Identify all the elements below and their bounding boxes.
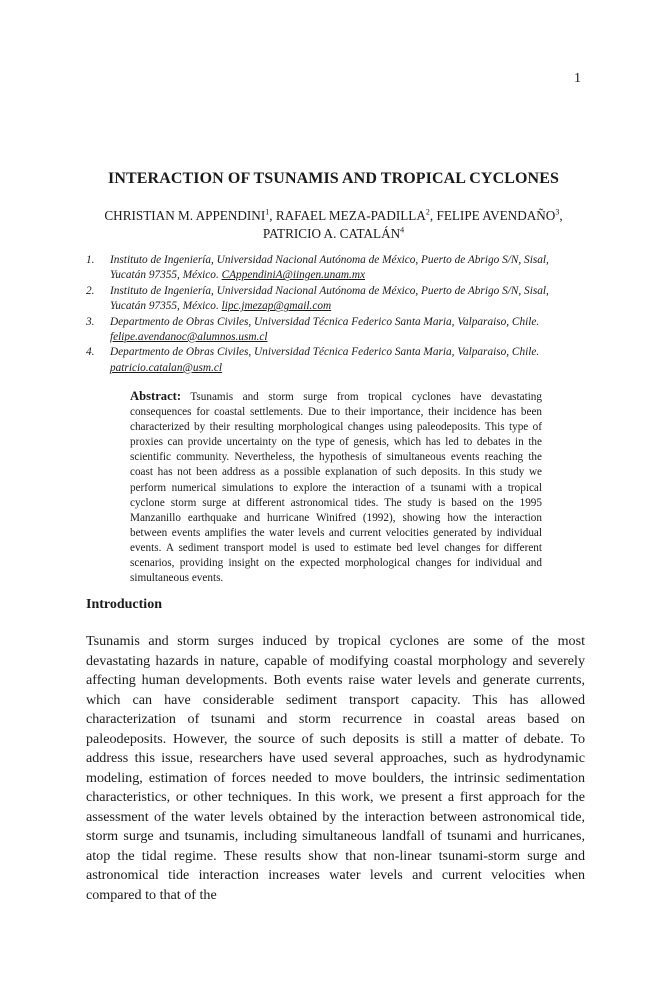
affiliation-number: 3. — [86, 315, 95, 328]
abstract-block — [130, 389, 542, 586]
author-name: CHRISTIAN M. APPENDINI — [104, 208, 266, 223]
author-separator: , — [559, 208, 563, 223]
affiliation-item — [86, 253, 586, 284]
affiliation-email-link[interactable]: lipc.jmezap@gmail.com — [221, 300, 332, 313]
author-affiliation-mark: 3 — [555, 207, 560, 217]
affiliation-text: Departmento de Obras Civiles, Universidad Técnica Federico Santa Maria, Valparaiso, Chile. — [110, 346, 540, 359]
author-name: PATRICIO A. CATALÁN — [262, 226, 401, 241]
affiliation-item — [86, 345, 586, 376]
affiliation-item — [86, 284, 586, 315]
section-heading-introduction: Introduction — [86, 597, 162, 612]
affiliation-email-link[interactable]: patricio.catalan@usm.cl — [110, 361, 223, 374]
affiliation-text: Instituto de Ingeniería, Universidad Nacional Autónoma de México, Puerto de Abrigo S/N, Sisal, Yucatán 97355, México. — [110, 254, 549, 282]
author-affiliation-mark: 4 — [400, 225, 405, 235]
author-name: FELIPE AVENDAÑO — [436, 208, 556, 223]
paper-title: INTERACTION OF TSUNAMIS AND TROPICAL CYCLONES — [108, 170, 559, 187]
affiliation-number: 1. — [86, 254, 95, 266]
author-affiliation-mark: 1 — [265, 207, 270, 217]
introduction-paragraph: Tsunamis and storm surges induced by tropical cyclones are some of the most devastating hazards in nature, capable of modifying coastal morphology and severely affecting human developments. Both events raise water levels and generate currents, which can have considerable sediment transport capacity. This has allowed characterization of tsunami and storm recurrence in coastal areas based on paleodeposits. However, the source of such deposits is still a matter of debate. To address this issue, researchers have used several approaches, such as hydrodynamic modeling, estimation of forces needed to move boulders, the intrinsic sedimentation characteristics, or other techniques. In this work, we present a first approach for the assessment of the water levels obtained by the interaction between astronomical tide, storm surge and tsunamis, including simultaneous landfall of tsunami and hurricanes, atop the tidal regime. These results show that non-linear tsunami-storm surge and astronomical tide interaction increases water levels and current velocities when compared to that of the — [86, 633, 585, 903]
author-separator: , — [269, 208, 276, 223]
author-list — [70, 207, 597, 243]
affiliation-number: 2. — [86, 284, 95, 297]
author-name: RAFAEL MEZA-PADILLA — [275, 208, 426, 223]
page-number: 1 — [574, 71, 581, 86]
affiliation-item — [86, 315, 586, 346]
affiliation-email-link[interactable]: CAppendiniA@iingen.unam.mx — [221, 269, 366, 282]
author-separator: , — [429, 208, 437, 223]
abstract-text: Tsunamis and storm surge from tropical cyclones have devastating consequences for coastal settlements. Due to their importance, their incidence has been characterized by their resulting morphological changes using paleodeposits. This type of proxies can provide uncertainty on the type of genesis, which has led to debates in the scientific community. Nevertheless, the hypothesis of simultaneous events reaching the coast has not been address as a possible explanation of such deposits. In this study we perform numerical simulations to explore the interaction of a tsunami with a tropical cyclone storm surge at different astronomical tides. The study is based on the 1995 Manzanillo earthquake and hurricane Winifred (1992), showing how the interaction between events amplifies the water levels and current velocities generated by individual events. A sediment transport model is used to estimate bed level changes for different scenarios, providing insight on the expected morphological changes for individual and simultaneous events. — [130, 391, 542, 585]
abstract-label: Abstract: — [130, 389, 182, 403]
affiliation-text: Instituto de Ingeniería, Universidad Nacional Autónoma de México, Puerto de Abrigo S/N, Sisal, Yucatán 97355, México. — [110, 284, 549, 313]
affiliation-list — [86, 253, 586, 376]
affiliation-text: Departmento de Obras Civiles, Universidad Técnica Federico Santa Maria, Valparaiso, Chile. — [110, 315, 540, 328]
affiliation-email-link[interactable]: felipe.avendanoc@alumnos.usm.cl — [110, 331, 268, 344]
author-affiliation-mark: 2 — [425, 207, 430, 217]
affiliation-number: 4. — [86, 346, 95, 359]
